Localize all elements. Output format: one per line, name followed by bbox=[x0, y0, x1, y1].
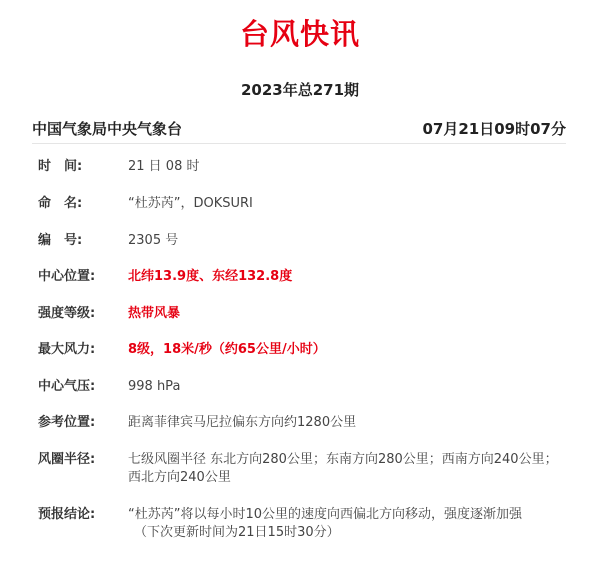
field-value: “杜苏芮”，DOKSURI bbox=[128, 196, 253, 211]
next-update-note: （下次更新时间为21日15时30分） bbox=[134, 525, 340, 540]
field-value: 热带风暴 bbox=[128, 306, 181, 321]
field-label: 风圈半径: bbox=[38, 452, 96, 467]
field-label: 强度等级: bbox=[38, 306, 96, 321]
agency-name: 中国气象局中央气象台 bbox=[32, 120, 183, 138]
field-value: 2305 号 bbox=[128, 233, 179, 248]
field-label: 预报结论: bbox=[38, 507, 96, 522]
bulletin-header bbox=[32, 118, 566, 140]
field-value: 8级，18米/秒（约65公里/小时） bbox=[128, 342, 326, 357]
field-value: 998 hPa bbox=[128, 379, 181, 394]
page-title: 台风快讯 bbox=[239, 17, 360, 51]
field-value bbox=[128, 506, 568, 542]
field-value: 七级风圈半径 东北方向280公里；东南方向280公里；西南方向240公里；西北方向240公里 bbox=[128, 452, 558, 485]
field-label: 中心位置: bbox=[38, 269, 96, 284]
field-value: 北纬13.9度、东经132.8度 bbox=[128, 269, 293, 284]
field-value: 距离菲律宾马尼拉偏东方向约1280公里 bbox=[128, 415, 357, 430]
forecast-text: “杜苏芮”将以每小时10公里的速度向西偏北方向移动，强度逐渐加强 bbox=[128, 507, 523, 522]
field-label: 中心气压: bbox=[38, 379, 96, 394]
issue-time: 07月21日09时07分 bbox=[422, 120, 566, 138]
divider bbox=[32, 143, 566, 144]
field-label: 命 名: bbox=[38, 196, 83, 211]
field-label: 时 间: bbox=[38, 159, 83, 174]
field-label: 编 号: bbox=[38, 233, 83, 248]
field-label: 参考位置: bbox=[38, 415, 96, 430]
issue-number: 2023年总271期 bbox=[240, 81, 360, 99]
field-value: 21 日 08 时 bbox=[128, 159, 200, 174]
field-label: 最大风力: bbox=[38, 342, 96, 357]
